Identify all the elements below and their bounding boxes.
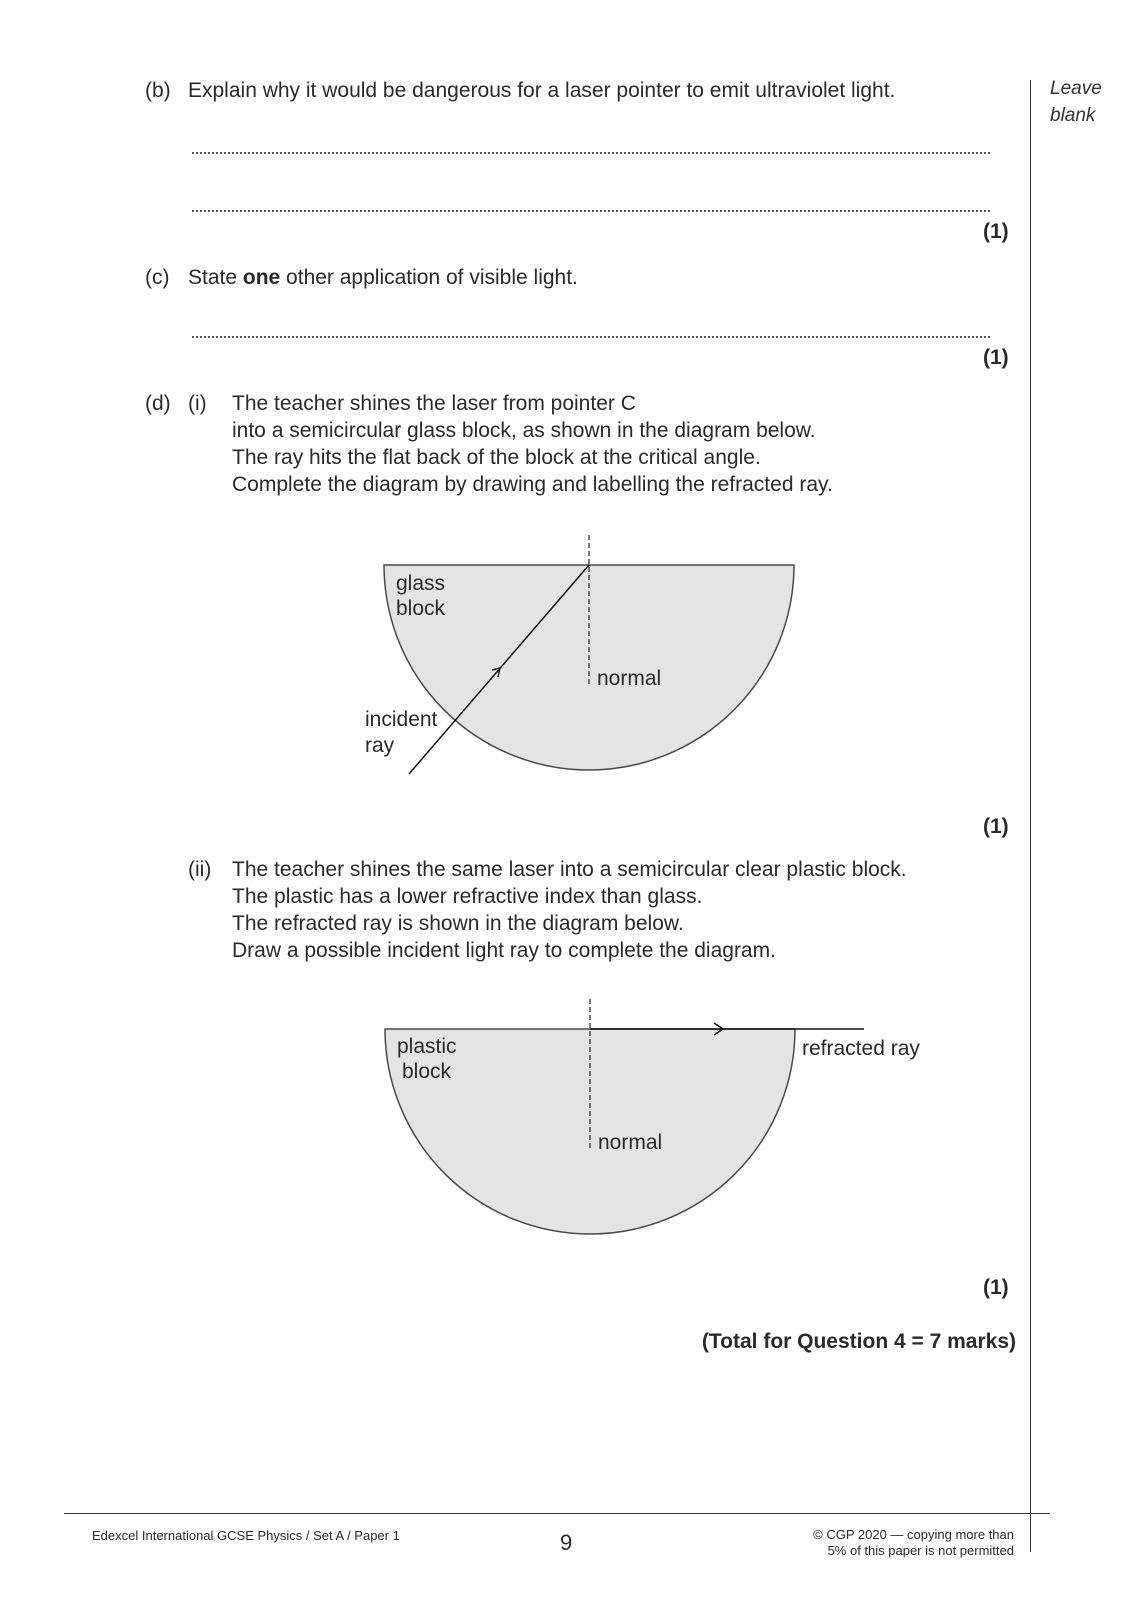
part-d-i-label: (i) [188,392,207,415]
part-d-ii-label: (ii) [188,858,212,881]
part-c-label: (c) [145,266,170,289]
part-d-i-question: The teacher shines the laser from pointer C into a semicircular glass block, as shown in the diagram below. The ray hits the flat back of the block at the critical angle. Complete the diagram by drawing and labelling the refracted ray. [232,392,833,496]
part-d-ii-question: The teacher shines the same laser into a semicircular clear plastic block. The plastic has a lower refractive index than glass. The refracted ray is shown in the diagram below. Draw a possible incident light ray to complete the diagram. [232,858,907,962]
question-total: (Total for Question 4 = 7 marks) [701,1330,1016,1353]
part-b-question: Explain why it would be dangerous for a laser pointer to emit ultraviolet light. [188,79,896,102]
part-c-question: State one other application of visible light. [188,266,578,289]
incident-ray-label-1: incident [365,708,438,731]
part-b-label: (b) [145,79,171,102]
footer-copyright: © CGP 2020 — copying more than 5% of this paper is not permitted [813,1527,1014,1558]
refracted-ray-label: refracted ray [802,1037,920,1060]
page-number: 9 [560,1530,573,1555]
plastic-block-label-1: plastic [397,1035,457,1058]
footer-rule [64,1513,1050,1514]
part-d-label: (d) [145,392,171,415]
incident-ray-label-2: ray [365,734,395,757]
part-d-ii-marks: (1) [983,1276,1009,1299]
part-b-marks: (1) [983,220,1009,243]
plastic-block-diagram[interactable] [385,999,920,1234]
part-d-i-marks: (1) [983,815,1009,838]
glass-block-diagram[interactable] [365,535,794,774]
normal-label-2: normal [598,1131,663,1154]
footer-paper-title: Edexcel International GCSE Physics / Set A / Paper 1 [92,1528,400,1543]
glass-block-label-1: glass [396,572,446,595]
leave-blank-label: Leave blank [1050,78,1102,126]
glass-block-label-2: block [396,597,446,620]
part-c-marks: (1) [983,346,1009,369]
plastic-block-label-2: block [402,1060,452,1083]
normal-label-1: normal [597,667,662,690]
